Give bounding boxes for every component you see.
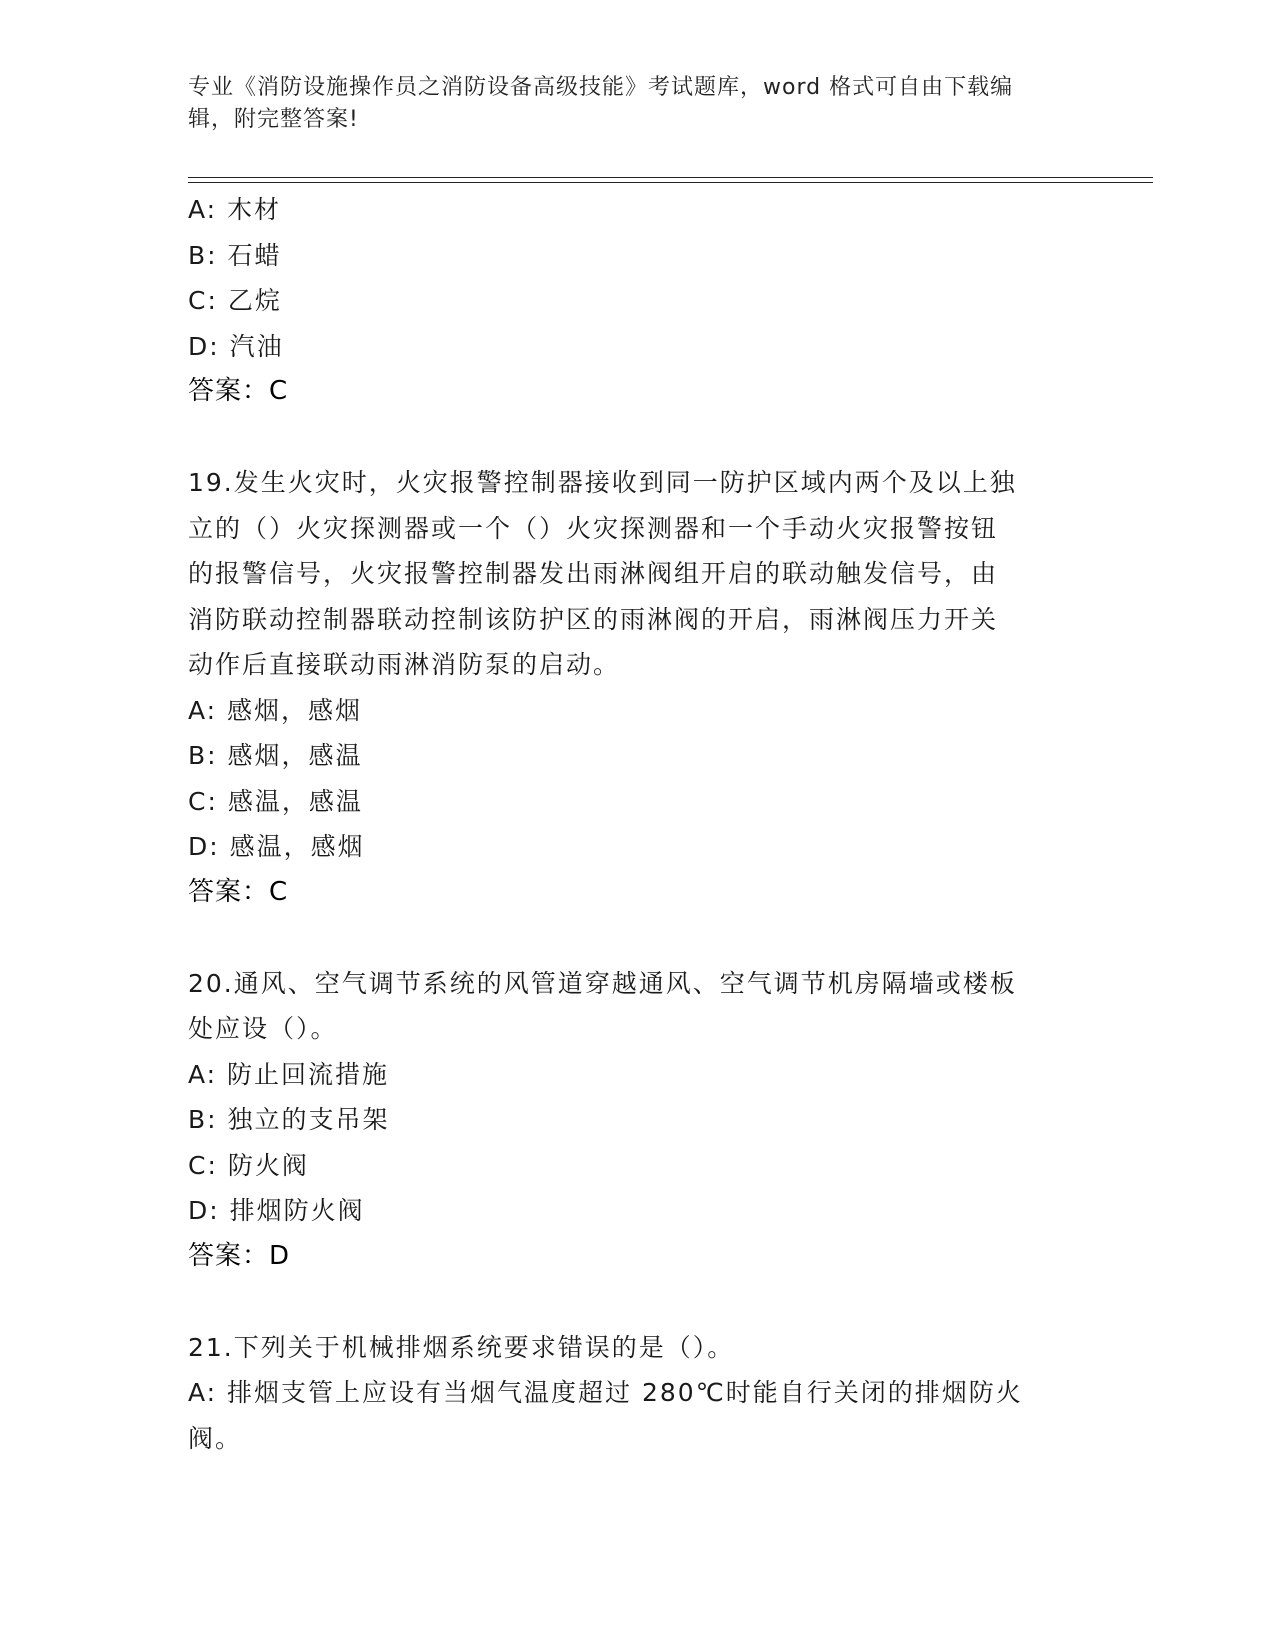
header-line-2: 辑，附完整答案! — [188, 107, 359, 132]
question-19 — [188, 460, 1088, 915]
question-stem-line: 的报警信号，火灾报警控制器发出雨淋阀组开启的联动触发信号，由 — [188, 559, 999, 588]
question-stem-line: 处应设（）。 — [188, 1014, 338, 1043]
option-b: B: 独立的支吊架 — [188, 1105, 390, 1134]
spacer — [188, 415, 1088, 461]
option-a: A: 排烟支管上应设有当烟气温度超过 280℃时能自行关闭的排烟防火 — [188, 1378, 1023, 1407]
option-d: D: 感温，感烟 — [188, 832, 365, 861]
option-a: A: 木材 — [188, 195, 282, 224]
option-d: D: 汽油 — [188, 331, 284, 361]
header-line-1: 专业《消防设施操作员之消防设备高级技能》考试题库，word 格式可自由下载编 — [188, 75, 1014, 100]
question-stem-line: 20.通风、空气调节系统的风管道穿越通风、空气调节机房隔墙或楼板 — [188, 968, 1017, 998]
question-stem-line: 消防联动控制器联动控制该防护区的雨淋阀的开启，雨淋阀压力开关 — [188, 604, 999, 634]
page-header — [188, 72, 1068, 136]
option-b: B: 石蜡 — [188, 240, 282, 270]
answer: 答案：C — [188, 376, 289, 406]
answer: 答案：D — [188, 1240, 291, 1271]
question-stem-line: 动作后直接联动雨淋消防泵的启动。 — [188, 650, 621, 679]
question-list — [188, 187, 1088, 1461]
question-stem-line: 立的（）火灾探测器或一个（）火灾探测器和一个手动火灾报警按钮 — [188, 513, 999, 543]
spacer — [188, 915, 1088, 961]
question-21 — [188, 1325, 1088, 1462]
question-20 — [188, 961, 1088, 1280]
spacer — [188, 1279, 1088, 1325]
answer: 答案：C — [188, 876, 289, 907]
option-a: A: 感烟，感烟 — [188, 695, 363, 725]
option-c: C: 乙烷 — [188, 286, 282, 315]
option-a: A: 防止回流措施 — [188, 1059, 390, 1089]
question-stem-line: 19.发生火灾时，火灾报警控制器接收到同一防护区域内两个及以上独 — [188, 468, 1017, 497]
option-a-continued: 阀。 — [188, 1423, 243, 1453]
option-c: C: 防火阀 — [188, 1150, 309, 1180]
question-18 — [188, 187, 1088, 415]
question-stem-line: 21.下列关于机械排烟系统要求错误的是（）。 — [188, 1332, 735, 1362]
option-b: B: 感烟，感温 — [188, 741, 363, 770]
option-d: D: 排烟防火阀 — [188, 1196, 365, 1225]
header-rule-bottom — [188, 182, 1153, 183]
header-rule-top — [188, 177, 1153, 178]
option-c: C: 感温，感温 — [188, 786, 363, 816]
